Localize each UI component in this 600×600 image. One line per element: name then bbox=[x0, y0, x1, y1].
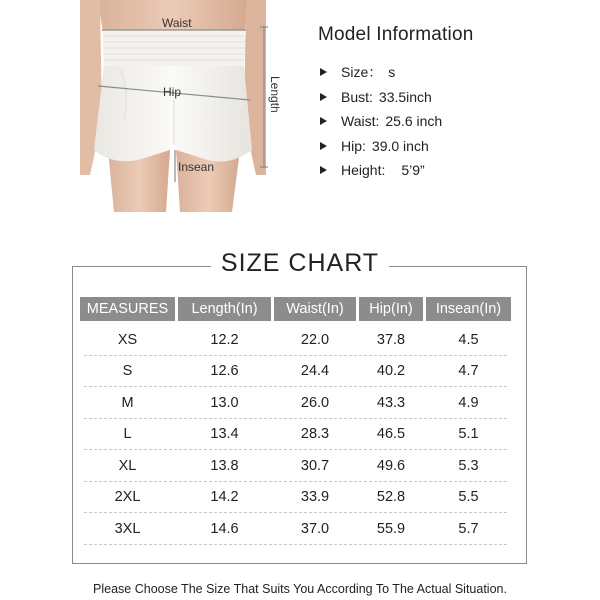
model-info-title: Model Information bbox=[318, 24, 474, 45]
waist-label: Waist bbox=[162, 16, 192, 30]
hip-cell: 37.8 bbox=[376, 331, 406, 348]
table-row bbox=[80, 356, 511, 388]
model-hip: Hip: 39.0 inch bbox=[318, 134, 473, 159]
header-length: Length(In) bbox=[178, 297, 271, 321]
length-cell: 14.6 bbox=[210, 520, 239, 537]
shorts-illustration bbox=[80, 0, 266, 212]
insean-label: Insean bbox=[178, 160, 215, 174]
size-cell: S bbox=[122, 363, 133, 380]
length-cell: 12.6 bbox=[210, 363, 239, 380]
length-label: Length bbox=[268, 76, 282, 113]
model-size: Size： s bbox=[318, 60, 473, 85]
length-cell: 13.4 bbox=[210, 426, 239, 443]
insean-cell: 5.3 bbox=[458, 457, 479, 474]
size-cell: XL bbox=[118, 457, 137, 474]
waist-cell: 22.0 bbox=[300, 331, 330, 348]
size-advice-note: Please Choose The Size That Suits You According To The Actual Situation. bbox=[93, 582, 507, 596]
length-cell: 14.2 bbox=[210, 489, 239, 506]
product-photo bbox=[80, 0, 266, 212]
length-bracket bbox=[260, 26, 268, 170]
hip-cell: 46.5 bbox=[376, 426, 406, 443]
triangle-bullet-icon bbox=[320, 142, 327, 150]
size-chart-heading bbox=[0, 249, 600, 278]
size-cell: 3XL bbox=[114, 520, 141, 537]
size-cell: M bbox=[121, 394, 134, 411]
model-waist: Waist: 25.6 inch bbox=[318, 109, 473, 134]
insean-cell: 5.1 bbox=[458, 426, 479, 443]
insean-cell: 4.7 bbox=[458, 363, 479, 380]
table-row bbox=[80, 513, 511, 545]
waist-cell: 33.9 bbox=[300, 489, 330, 506]
hip-cell: 55.9 bbox=[376, 520, 406, 537]
triangle-bullet-icon bbox=[320, 117, 327, 125]
header-waist: Waist(In) bbox=[274, 297, 356, 321]
triangle-bullet-icon bbox=[320, 68, 327, 76]
header-hip: Hip(In) bbox=[359, 297, 423, 321]
waist-cell: 26.0 bbox=[300, 394, 330, 411]
waist-cell: 24.4 bbox=[300, 363, 330, 380]
triangle-bullet-icon bbox=[320, 93, 327, 101]
triangle-bullet-icon bbox=[320, 166, 327, 174]
length-cell: 12.2 bbox=[210, 331, 239, 348]
size-chart-title: SIZE CHART bbox=[211, 249, 389, 278]
header-insean: Insean(In) bbox=[426, 297, 511, 321]
table-row bbox=[80, 324, 511, 356]
table-row bbox=[80, 450, 511, 482]
table-body bbox=[80, 324, 511, 545]
model-information bbox=[318, 24, 473, 183]
insean-cell: 4.9 bbox=[458, 394, 479, 411]
hip-cell: 49.6 bbox=[376, 457, 406, 474]
table-row bbox=[80, 482, 511, 514]
waist-cell: 28.3 bbox=[300, 426, 330, 443]
table-header-row bbox=[80, 297, 511, 321]
size-chart-table bbox=[80, 297, 511, 545]
hip-label: Hip bbox=[163, 85, 182, 99]
model-height: Height: 5’9” bbox=[318, 158, 473, 183]
header-measures: MEASURES bbox=[80, 297, 175, 321]
insean-cell: 4.5 bbox=[458, 331, 479, 348]
size-cell: XS bbox=[117, 331, 138, 348]
insean-cell: 5.7 bbox=[458, 520, 479, 537]
waist-cell: 37.0 bbox=[300, 520, 330, 537]
table-row bbox=[80, 419, 511, 451]
hip-cell: 52.8 bbox=[376, 489, 406, 506]
model-bust: Bust: 33.5inch bbox=[318, 85, 473, 110]
hip-cell: 43.3 bbox=[376, 394, 406, 411]
size-cell: 2XL bbox=[114, 489, 141, 506]
table-row bbox=[80, 387, 511, 419]
size-cell: L bbox=[123, 426, 132, 443]
hip-cell: 40.2 bbox=[376, 363, 406, 380]
length-cell: 13.0 bbox=[210, 394, 239, 411]
insean-cell: 5.5 bbox=[458, 489, 479, 506]
length-cell: 13.8 bbox=[210, 457, 239, 474]
waist-cell: 30.7 bbox=[300, 457, 330, 474]
